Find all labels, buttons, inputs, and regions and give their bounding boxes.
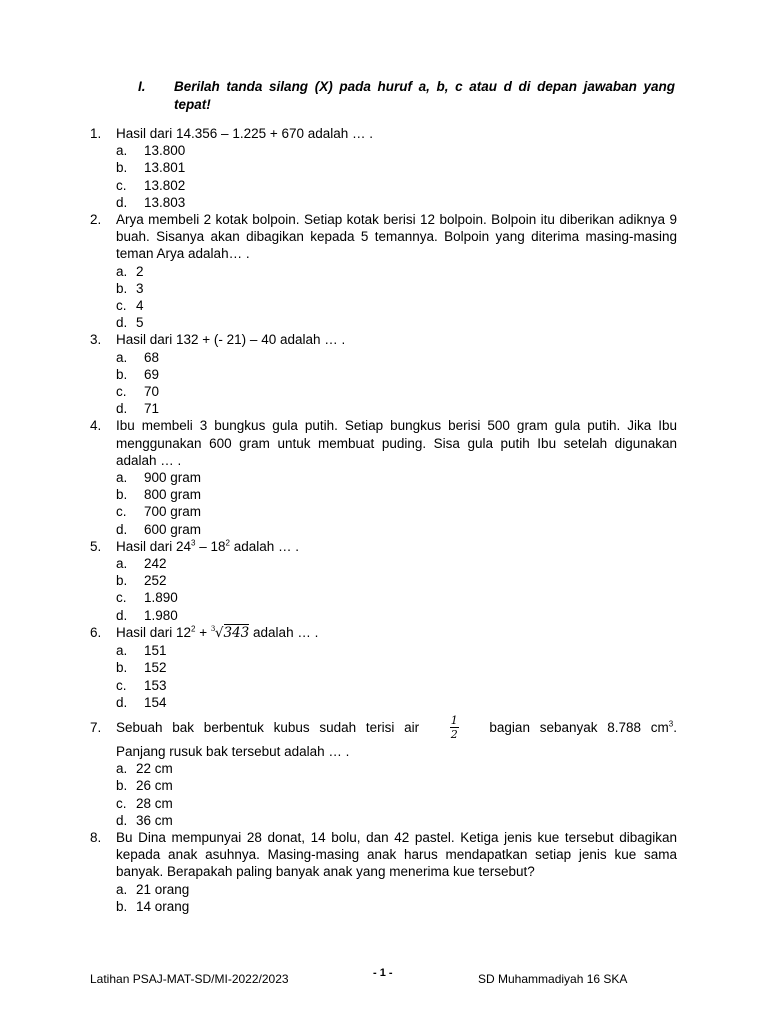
text-part: bagian sebanyak 8.788 cm [489, 719, 669, 735]
option-letter: b. [116, 160, 128, 176]
option-text: 600 gram [144, 521, 202, 537]
option-b [116, 777, 677, 794]
page-number: - 1 - [373, 967, 393, 979]
question-8 [90, 829, 677, 915]
option-letter: d. [116, 607, 128, 623]
option-d [116, 314, 677, 331]
option-text: 153 [144, 677, 167, 693]
option-b [116, 280, 677, 297]
option-letter: c. [116, 504, 127, 520]
option-letter: d. [116, 812, 128, 828]
option-letter: a. [116, 143, 128, 159]
radical-sign-icon: √ [214, 624, 224, 641]
option-b [116, 159, 677, 176]
option-text: 800 gram [144, 487, 202, 503]
option-letter: d. [116, 401, 128, 417]
question-3 [90, 331, 677, 417]
exponent: 3 [668, 719, 674, 729]
question-number: 7. [90, 719, 102, 735]
option-text: 13.802 [144, 177, 186, 193]
option-c [116, 383, 677, 400]
text-part: Hasil dari 12 [116, 624, 192, 640]
fraction [450, 715, 459, 740]
option-letter: a. [116, 643, 128, 659]
option-letter: b. [116, 487, 128, 503]
option-d [116, 194, 677, 211]
question-number: 8. [90, 829, 102, 845]
option-text: 69 [144, 366, 160, 382]
option-text: 2 [136, 263, 144, 279]
option-letter: b. [116, 573, 128, 589]
option-text: 1.890 [144, 590, 178, 606]
fraction-denominator: 2 [450, 727, 458, 741]
text-part: Sebuah bak berbentuk kubus sudah terisi air [116, 719, 420, 735]
question-text [116, 538, 677, 555]
option-text: 36 cm [136, 812, 173, 828]
option-text: 154 [144, 694, 167, 710]
instruction [138, 78, 675, 114]
option-text: 13.800 [144, 143, 186, 159]
question-text: Hasil dari 132 + (- 21) – 40 adalah … . [116, 332, 346, 348]
question-5 [90, 538, 677, 624]
option-b [116, 659, 677, 676]
footer-school: SD Muhammadiyah 16 SKA [478, 972, 628, 986]
option-d [116, 694, 677, 711]
option-c [116, 677, 677, 694]
option-letter: b. [116, 366, 128, 382]
question-4 [90, 417, 677, 537]
option-b [116, 572, 677, 589]
option-letter: c. [116, 298, 127, 314]
option-c [116, 503, 677, 520]
option-letter: c. [116, 384, 127, 400]
option-d [116, 607, 677, 624]
option-text: 70 [144, 384, 160, 400]
option-text: 900 gram [144, 470, 202, 486]
question-2 [90, 211, 677, 331]
option-text: 26 cm [136, 778, 173, 794]
option-text: 22 cm [136, 761, 173, 777]
option-c [116, 795, 677, 812]
option-a [116, 760, 677, 777]
option-letter: a. [116, 761, 128, 777]
option-letter: b. [116, 660, 128, 676]
option-letter: a. [116, 556, 128, 572]
option-letter: c. [116, 795, 127, 811]
option-c [116, 297, 677, 314]
option-a [116, 349, 677, 366]
exponent: 2 [191, 624, 196, 634]
option-text: 5 [136, 315, 144, 331]
option-text: 151 [144, 643, 167, 659]
exponent: 3 [191, 538, 196, 548]
option-letter: d. [116, 521, 128, 537]
footer-title: Latihan PSAJ-MAT-SD/MI-2022/2023 [90, 972, 289, 986]
option-letter: d. [116, 694, 128, 710]
option-text: 1.980 [144, 607, 178, 623]
option-a [116, 881, 677, 898]
option-text: 28 cm [136, 795, 173, 811]
option-text: 152 [144, 660, 167, 676]
text-part: adalah … . [229, 538, 300, 554]
text-part [489, 719, 677, 736]
option-letter: d. [116, 194, 128, 210]
option-letter: c. [116, 590, 127, 606]
option-letter: c. [116, 677, 127, 693]
option-text: 13.801 [144, 160, 186, 176]
option-text: 14 orang [136, 898, 190, 914]
question-number: 6. [90, 624, 102, 640]
question-7 [90, 715, 677, 829]
option-a [116, 263, 677, 280]
question-text [116, 715, 677, 740]
root-value: 343 [223, 624, 250, 641]
option-letter: c. [116, 177, 127, 193]
option-a [116, 142, 677, 159]
question-text [116, 624, 677, 642]
question-text: Ibu membeli 3 bungkus gula putih. Setiap bungkus berisi 500 gram gula putih. Jika Ibu menggunakan 600 gram untuk membuat puding. Sisa gula putih Ibu setelah digunakan adalah … . [116, 418, 677, 468]
option-c [116, 177, 677, 194]
option-letter: a. [116, 349, 128, 365]
question-text: Arya membeli 2 kotak bolpoin. Setiap kotak berisi 12 bolpoin. Bolpoin itu diberikan adiknya 9 buah. Sisanya akan dibagikan kepada 5 temannya. Bolpoin yang diterima masing-masing teman Arya adalah… . [116, 212, 677, 262]
option-a [116, 555, 677, 572]
question-text: Bu Dina mempunyai 28 donat, 14 bolu, dan 42 pastel. Ketiga jenis kue tersebut dibagikan kepada anak asuhnya. Masing-masing anak harus mendapatkan setiap jenis kue sama banyak. Berapakah paling banyak anak yang menerima kue tersebut? [116, 829, 677, 880]
option-letter: b. [116, 898, 128, 914]
option-text: 3 [136, 280, 144, 296]
option-letter: b. [116, 280, 128, 296]
option-text: 252 [144, 573, 167, 589]
option-text: 4 [136, 298, 144, 314]
fraction-numerator: 1 [450, 713, 458, 727]
option-text: 21 orang [136, 881, 190, 897]
text-part: + [195, 624, 211, 640]
exponent: 2 [225, 538, 230, 548]
option-b [116, 366, 677, 383]
option-d [116, 400, 677, 417]
text-part: . [673, 719, 677, 735]
option-letter: a. [116, 881, 128, 897]
option-b [116, 898, 677, 915]
question-text-line2: Panjang rusuk bak tersebut adalah … . [116, 743, 350, 759]
option-d [116, 521, 677, 538]
question-number: 5. [90, 538, 102, 554]
question-number: 1. [90, 126, 102, 141]
option-letter: d. [116, 315, 128, 331]
option-d [116, 812, 677, 829]
option-letter: a. [116, 263, 128, 279]
option-text: 13.803 [144, 194, 186, 210]
question-6 [90, 624, 677, 711]
text-part: Hasil dari 24 [116, 538, 192, 554]
text-part: adalah … . [249, 624, 319, 640]
instruction-number: I. [138, 79, 146, 94]
question-number: 3. [90, 332, 102, 348]
question-list [90, 125, 677, 915]
text-part: – 18 [195, 538, 226, 554]
question-text: Hasil dari 14.356 – 1.225 + 670 adalah … . [116, 126, 374, 141]
question-number: 4. [90, 418, 102, 434]
option-text: 700 gram [144, 504, 202, 520]
option-letter: a. [116, 470, 128, 486]
option-letter: b. [116, 778, 128, 794]
option-c [116, 589, 677, 606]
option-a [116, 642, 677, 659]
root-index: 3 [210, 624, 216, 633]
cube-root [211, 625, 249, 642]
question-1 [90, 125, 677, 211]
instruction-text: Berilah tanda silang (X) pada huruf a, b, c atau d di depan jawaban yang tepat! [174, 79, 675, 112]
option-text: 71 [144, 401, 160, 417]
option-text: 242 [144, 556, 167, 572]
question-number: 2. [90, 212, 102, 228]
option-text: 68 [144, 349, 160, 365]
option-b [116, 486, 677, 503]
option-a [116, 469, 677, 486]
